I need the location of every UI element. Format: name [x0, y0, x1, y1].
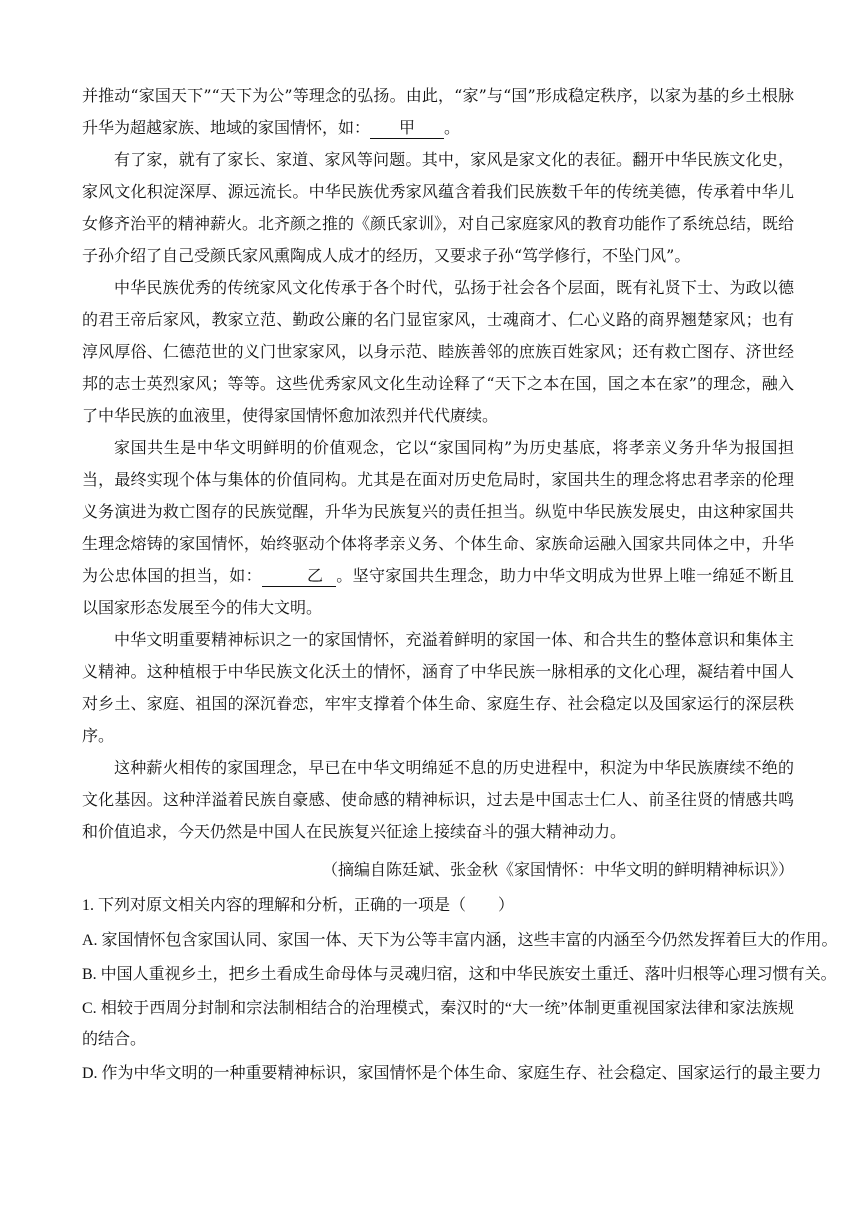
passage-paragraph-3	[82, 432, 794, 624]
passage-paragraph-0	[82, 80, 794, 144]
option-b: B. 中国人重视乡土，把乡土看成生命母体与灵魂归宿，这和中华民族安土重迁、落叶归根等心理习惯有关。	[82, 966, 837, 983]
question-stem: 1. 下列对原文相关内容的理解和分析，正确的一项是（ ）	[82, 897, 515, 914]
passage-text: 。坚守家国共生理念，助力中华文明成为世界上唯一绵延不断且以国家形态发展至今的伟大文明。	[82, 566, 794, 617]
passage-paragraph-2: 中华民族优秀的传统家风文化传承于各个时代，弘扬于社会各个层面，既有礼贤下士、为政以德的君王帝后家风，教家立范、勤政公廉的名门显宦家风，士魂商才、仁心义路的商界翘楚家风；也有淳风厚俗、仁德范世的义门世家家风，以身示范、睦族善邻的庶族百姓家风；还有救亡图存、济世经邦的志士英烈家风；等等。这些优秀家风文化生动诠释了“天下之本在国，国之本在家”的理念，融入了中华民族的血液里，使得家国情怀愈加浓烈并代代赓续。	[82, 278, 794, 425]
blank-jia: 甲	[370, 118, 444, 139]
passage-paragraph-4: 中华文明重要精神标识之一的家国情怀，充溢着鲜明的家国一体、和合共生的整体意识和集体主义精神。这种植根于中华民族文化沃土的情怀，涵育了中华民族一脉相承的文化心理，凝结着中国人对乡土、家庭、祖国的深沉眷恋，牢牢支撑着个体生命、家庭生存、社会稳定以及国家运行的深层秩序。	[82, 630, 794, 745]
passage-text: 。	[444, 118, 461, 137]
source-citation: （摘编自陈廷斌、张金秋《家国情怀：中华文明的鲜明精神标识》）	[321, 860, 794, 879]
passage-text: 家国共生是中华文明鲜明的价值观念，它以“家国同构”为历史基底，将孝亲义务升华为报国担当，最终实现个体与集体的价值同构。尤其是在面对历史危局时，家国共生的理念将忠君孝亲的伦理义务演进为救亡图存的民族觉醒，升华为民族复兴的责任担当。纵览中华民族发展史，由这种家国共生理念熔铸的家国情怀，始终驱动个体将孝亲义务、个体生命、家族命运融入国家共同体之中，升华为公忠体国的担当，如：	[82, 438, 794, 585]
passage-paragraph-1: 有了家，就有了家长、家道、家风等问题。其中，家风是家文化的表征。翻开中华民族文化史，家风文化积淀深厚、源远流长。中华民族优秀家风蕴含着我们民族数千年的传统美德，传承着中华儿女修齐治平的精神薪火。北齐颜之推的《颜氏家训》，对自己家庭家风的教育功能作了系统总结，既给子孙介绍了自己受颜氏家风熏陶成人成才的经历，又要求子孙“笃学修行，不坠门风”。	[82, 150, 795, 265]
option-c: C. 相较于西周分封制和宗法制相结合的治理模式，秦汉时的“大一统”体制更重视国家法律和家法族规的结合。	[82, 1000, 794, 1048]
option-a: A. 家国情怀包含家国认同、家国一体、天下为公等丰富内涵，这些丰富的内涵至今仍然发挥着巨大的作用。	[82, 932, 838, 949]
document-page	[82, 80, 838, 1089]
blank-yi: 乙	[262, 566, 336, 587]
passage-paragraph-5: 这种薪火相传的家国理念，早已在中华文明绵延不息的历史进程中，积淀为中华民族赓续不绝的文化基因。这种洋溢着民族自豪感、使命感的精神标识，过去是中国志士仁人、前圣往贤的情感共鸣和价值追求，今天仍然是中国人在民族复兴征途上接续奋斗的强大精神动力。	[82, 758, 794, 841]
option-d: D. 作为中华文明的一种重要精神标识，家国情怀是个体生命、家庭生存、社会稳定、国家运行的最主要力	[82, 1065, 822, 1082]
passage-text: 并推动“家国天下”“天下为公”等理念的弘扬。由此，“家”与“国”形成稳定秩序，以家为基的乡土根脉升华为超越家族、地域的家国情怀，如：	[82, 86, 794, 137]
